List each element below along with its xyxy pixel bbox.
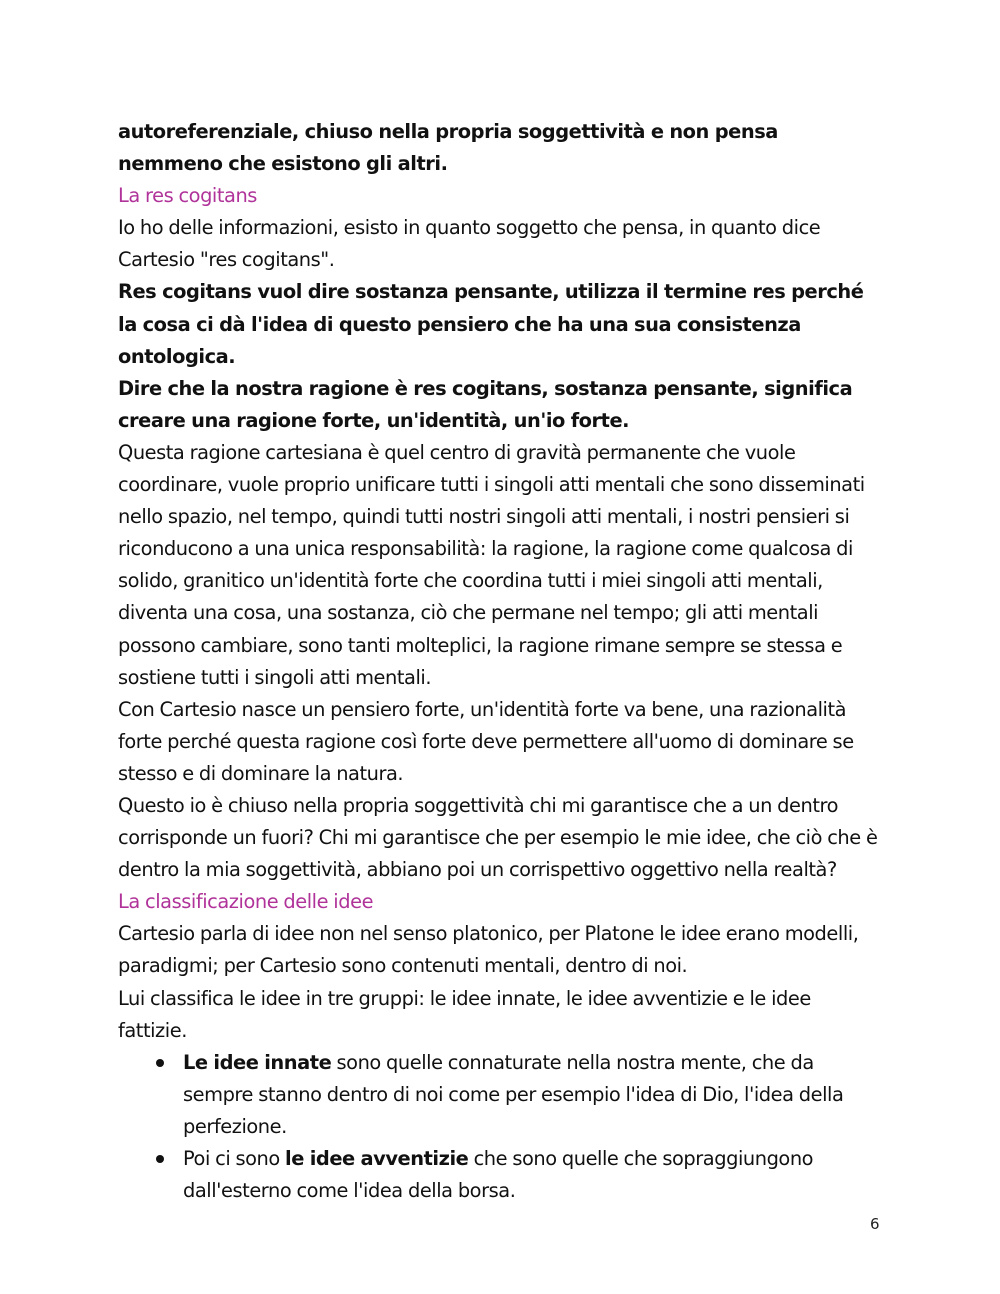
list-item-term: le idee avventizie — [285, 1147, 469, 1170]
list-item-term: Le idee innate — [183, 1050, 332, 1074]
paragraph-res-1: Io ho delle informazioni, esisto in quanto soggetto che pensa, in quanto dice Cartesio "res cogitans". — [118, 216, 821, 272]
list-item: Le idee innate sono quelle connaturate nella nostra mente, che da sempre stanno dentro di noi come per esempio l'idea di Dio, l'idea della perfezione. — [118, 1047, 884, 1143]
page-content — [118, 116, 884, 1207]
heading-classificazione: La classificazione delle idee — [118, 890, 374, 914]
list-item: Poi ci sono le idee avventizie che sono quelle che sopraggiungono dall'esterno come l'idea della borsa. — [118, 1143, 884, 1207]
paragraph-classificazione-1: Cartesio parla di idee non nel senso platonico, per Platone le idee erano modelli, paradigmi; per Cartesio sono contenuti mentali, dentro di noi. — [118, 922, 859, 978]
paragraph-intro: autoreferenziale, chiuso nella propria soggettività e non pensa nemmeno che esistono gli altri. — [118, 120, 778, 176]
paragraph-res-3: Dire che la nostra ragione è res cogitans, sostanza pensante, significa creare una ragione forte, un'identità, un'io forte. — [118, 376, 853, 432]
paragraph-res-5: Con Cartesio nasce un pensiero forte, un'identità forte va bene, una razionalità forte perché questa ragione così forte deve permettere all'uomo di dominare se stesso e di dominare la natura. — [118, 697, 854, 785]
ideas-list — [118, 1047, 884, 1207]
paragraph-res-2: Res cogitans vuol dire sostanza pensante, utilizza il termine res perché la cosa ci dà l'idea di questo pensiero che ha una sua consistenza ontologica. — [118, 280, 864, 368]
paragraph-classificazione-2: Lui classifica le idee in tre gruppi: le idee innate, le idee avventizie e le idee fattizie. — [118, 986, 811, 1042]
page-number: 6 — [870, 1215, 880, 1233]
paragraph-res-4: Questa ragione cartesiana è quel centro di gravità permanente che vuole coordinare, vuole proprio unificare tutti i singoli atti mentali che sono disseminati nello spazio, nel tempo, quindi tutti nostri singoli atti mentali, i nostri pensieri si riconducono a una unica responsabilità: la ragione, la ragione come qualcosa di solido, granitico un'identità forte che coordina tutti i miei singoli atti mentali, diventa una cosa, una sostanza, ciò che permane nel tempo; gli atti mentali possono cambiare, sono tanti molteplici, la ragione rimane sempre se stessa e sostiene tutti i singoli atti mentali. — [118, 440, 865, 689]
paragraph-res-6: Questo io è chiuso nella propria soggettività chi mi garantisce che a un dentro corrisponde un fuori? Chi mi garantisce che per esempio le mie idee, che ciò che è dentro la mia soggettività, abbiano poi un corrispettivo oggettivo nella realtà? — [118, 793, 878, 882]
heading-res-cogitans: La res cogitans — [118, 184, 257, 208]
